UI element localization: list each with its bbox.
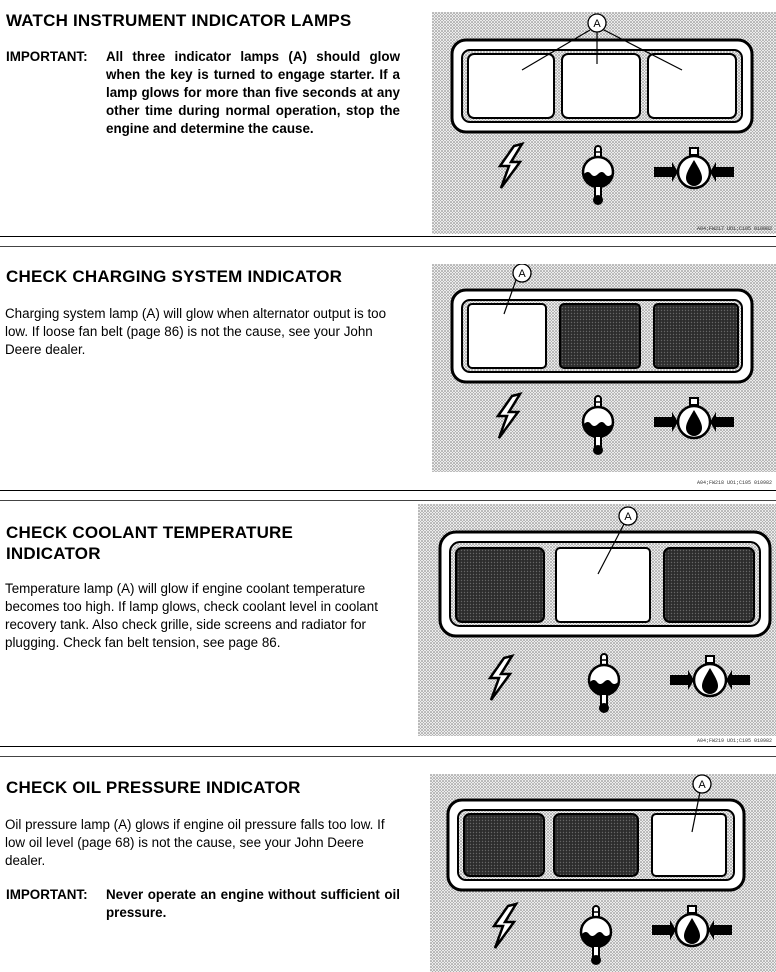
section-body: Oil pressure lamp (A) glows if engine oil pressure falls too low. If low oil level (page 68) is not the cause, see your John Deere dealer. — [5, 817, 385, 868]
callout-a: A — [624, 511, 632, 523]
lamp-left — [468, 54, 554, 118]
section-coolant — [0, 500, 776, 750]
indicator-panel-figure — [432, 12, 776, 234]
important-label: IMPORTANT: — [6, 887, 88, 902]
callout-a: A — [593, 18, 601, 30]
section-body: Temperature lamp (A) will glow if engine coolant temperature becomes too high. If lamp glows, check coolant level in coolant recovery tank. Also check grille, side screens and radiator for plugging. Check fan belt tension, see page 86. — [5, 581, 378, 650]
lamp-center — [562, 54, 640, 118]
indicator-panel-figure — [432, 264, 776, 492]
figure-code: A04;FW218 UO1;C105 010982 — [696, 480, 772, 486]
callout-a: A — [698, 779, 706, 791]
lamp-right — [652, 814, 726, 876]
lamp-center — [560, 304, 640, 368]
section-title: CHECK COOLANT TEMPERATURE — [6, 523, 294, 542]
section-watch-lamps — [0, 0, 776, 238]
section-body: Charging system lamp (A) will glow when alternator output is too low. If loose fan belt (page 86) is not the cause, see your John Deere dealer. — [5, 306, 387, 357]
section-charging — [0, 246, 776, 492]
section-title-line2: INDICATOR — [6, 544, 101, 563]
section-oil-pressure — [0, 756, 776, 972]
lamp-left — [468, 304, 546, 368]
lamp-center — [554, 814, 638, 876]
section-divider — [0, 236, 776, 237]
lamp-right — [654, 304, 738, 368]
lamp-center — [556, 548, 650, 622]
section-title: WATCH INSTRUMENT INDICATOR LAMPS — [6, 11, 352, 30]
callout-a: A — [518, 268, 526, 280]
important-text: All three indicator lamps (A) should glow when the key is turned to engage starter. If a lamp glows for more than five seconds at any other time during normal operation, stop the engine and determine the cause. — [106, 49, 400, 136]
important-text: Never operate an engine without sufficient oil pressure. — [106, 887, 400, 920]
section-title: CHECK OIL PRESSURE INDICATOR — [6, 778, 301, 797]
lamp-right — [648, 54, 736, 118]
section-divider — [0, 490, 776, 491]
section-title: CHECK CHARGING SYSTEM INDICATOR — [6, 267, 343, 286]
lamp-right — [664, 548, 754, 622]
important-label: IMPORTANT: — [6, 49, 88, 64]
figure-code: A04;FW219 UO1;C105 010982 — [696, 738, 772, 744]
indicator-panel-figure — [418, 504, 776, 750]
indicator-panel-figure — [430, 774, 776, 972]
lamp-left — [456, 548, 544, 622]
section-divider — [0, 746, 776, 747]
figure-code: A04;FW217 UO1;C105 010982 — [696, 226, 772, 232]
lamp-left — [464, 814, 544, 876]
